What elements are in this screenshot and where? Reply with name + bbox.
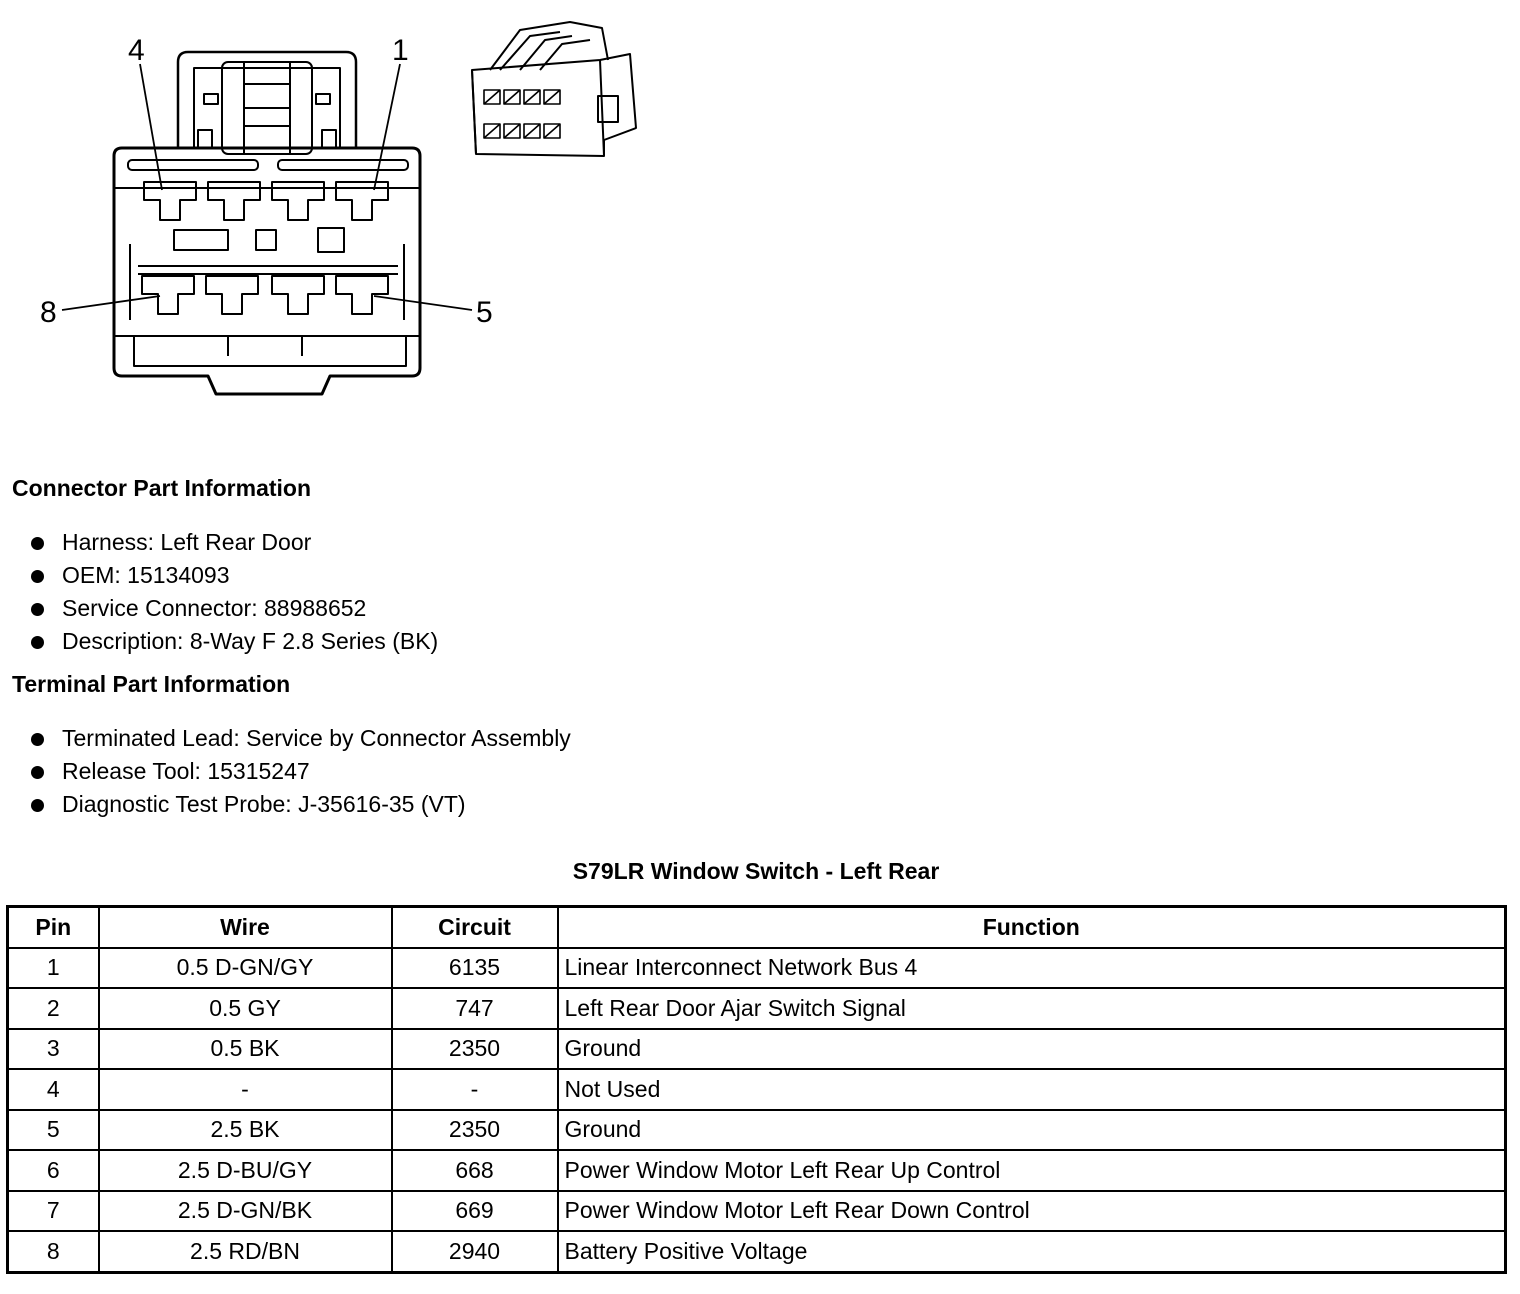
function-cell: Ground bbox=[558, 1110, 1506, 1151]
table-row bbox=[8, 988, 1506, 1029]
table-row bbox=[8, 1069, 1506, 1110]
circuit-cell: 6135 bbox=[392, 948, 558, 989]
list-item: Diagnostic Test Probe: J-35616-35 (VT) bbox=[28, 788, 571, 821]
bullet-icon bbox=[31, 537, 44, 550]
connector-isometric-icon bbox=[472, 22, 636, 156]
table-header-row bbox=[8, 907, 1506, 948]
pin-cell: 6 bbox=[8, 1150, 99, 1191]
circuit-cell: 747 bbox=[392, 988, 558, 1029]
function-cell: Power Window Motor Left Rear Up Control bbox=[558, 1150, 1506, 1191]
pin-callout-1: 1 bbox=[392, 34, 409, 67]
wire-cell: 2.5 D-GN/BK bbox=[99, 1191, 392, 1232]
function-cell: Power Window Motor Left Rear Down Control bbox=[558, 1191, 1506, 1232]
circuit-cell: 2350 bbox=[392, 1029, 558, 1070]
pin-cell: 4 bbox=[8, 1069, 99, 1110]
wire-cell: 2.5 RD/BN bbox=[99, 1231, 392, 1272]
wire-cell: 0.5 BK bbox=[99, 1029, 392, 1070]
function-cell: Left Rear Door Ajar Switch Signal bbox=[558, 988, 1506, 1029]
bullet-icon bbox=[31, 799, 44, 812]
pin-callout-4: 4 bbox=[128, 34, 145, 67]
list-item: Description: 8-Way F 2.8 Series (BK) bbox=[28, 625, 438, 658]
connector-info-list bbox=[28, 526, 438, 658]
table-row bbox=[8, 1191, 1506, 1232]
wire-cell: 0.5 GY bbox=[99, 988, 392, 1029]
circuit-cell: - bbox=[392, 1069, 558, 1110]
bullet-icon bbox=[31, 570, 44, 583]
pinout-table bbox=[6, 905, 1507, 1274]
table-row bbox=[8, 1110, 1506, 1151]
pin-cell: 7 bbox=[8, 1191, 99, 1232]
bullet-icon bbox=[31, 603, 44, 616]
wire-cell: - bbox=[99, 1069, 392, 1110]
header-circuit: Circuit bbox=[392, 907, 558, 948]
list-item: Harness: Left Rear Door bbox=[28, 526, 438, 559]
terminal-info-list bbox=[28, 722, 571, 821]
circuit-cell: 668 bbox=[392, 1150, 558, 1191]
pin-cell: 1 bbox=[8, 948, 99, 989]
terminal-info-heading: Terminal Part Information bbox=[12, 671, 291, 697]
table-row bbox=[8, 1029, 1506, 1070]
header-function: Function bbox=[558, 907, 1506, 948]
table-row bbox=[8, 1150, 1506, 1191]
header-pin: Pin bbox=[8, 907, 99, 948]
list-item: OEM: 15134093 bbox=[28, 559, 438, 592]
table-row bbox=[8, 1231, 1506, 1272]
function-cell: Linear Interconnect Network Bus 4 bbox=[558, 948, 1506, 989]
list-item: Service Connector: 88988652 bbox=[28, 592, 438, 625]
pin-callout-5: 5 bbox=[476, 296, 493, 329]
pin-cell: 8 bbox=[8, 1231, 99, 1272]
wire-cell: 2.5 BK bbox=[99, 1110, 392, 1151]
connector-info-heading: Connector Part Information bbox=[12, 475, 312, 501]
table-row bbox=[8, 948, 1506, 989]
wire-cell: 0.5 D-GN/GY bbox=[99, 948, 392, 989]
header-wire: Wire bbox=[99, 907, 392, 948]
bullet-icon bbox=[31, 766, 44, 779]
wire-cell: 2.5 D-BU/GY bbox=[99, 1150, 392, 1191]
pin-cell: 2 bbox=[8, 988, 99, 1029]
table-title: S79LR Window Switch - Left Rear bbox=[572, 858, 940, 884]
bullet-icon bbox=[31, 636, 44, 649]
function-cell: Battery Positive Voltage bbox=[558, 1231, 1506, 1272]
pin-callout-8: 8 bbox=[40, 296, 57, 329]
pin-cell: 3 bbox=[8, 1029, 99, 1070]
list-item: Terminated Lead: Service by Connector Assembly bbox=[28, 722, 571, 755]
list-item: Release Tool: 15315247 bbox=[28, 755, 571, 788]
function-cell: Ground bbox=[558, 1029, 1506, 1070]
circuit-cell: 669 bbox=[392, 1191, 558, 1232]
connector-diagram bbox=[0, 0, 700, 420]
bullet-icon bbox=[31, 733, 44, 746]
function-cell: Not Used bbox=[558, 1069, 1506, 1110]
circuit-cell: 2940 bbox=[392, 1231, 558, 1272]
pin-cell: 5 bbox=[8, 1110, 99, 1151]
circuit-cell: 2350 bbox=[392, 1110, 558, 1151]
